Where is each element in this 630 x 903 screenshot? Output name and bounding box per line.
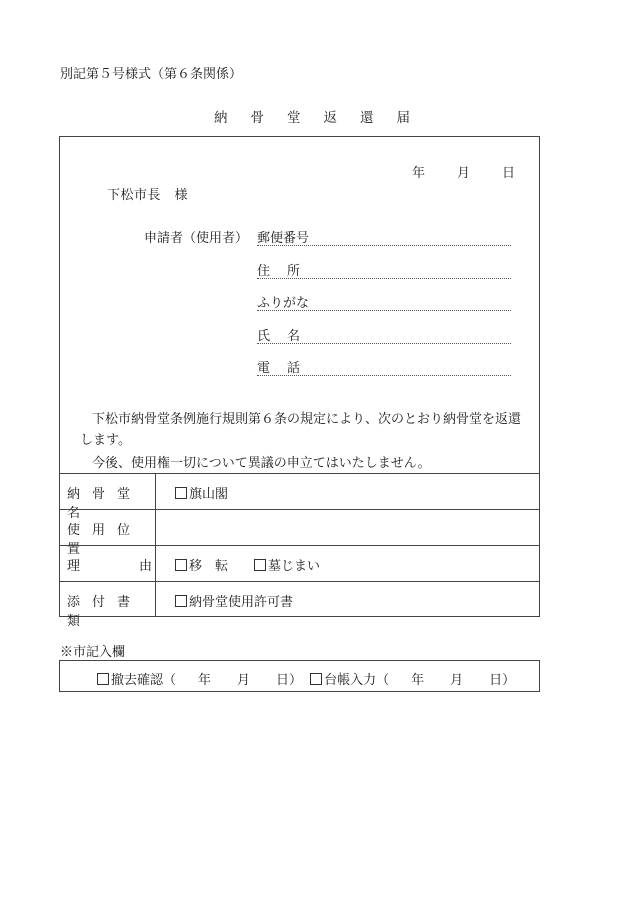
removal-year-label: 年	[198, 673, 212, 688]
checkbox-icon[interactable]	[97, 673, 109, 685]
table-row-reason	[60, 545, 539, 581]
applicant-label: 申請者（使用者）	[144, 231, 249, 246]
grave-closure-label: 墓じまい	[268, 559, 321, 574]
date-month-label: 月	[456, 166, 470, 181]
checkbox-icon[interactable]	[175, 595, 187, 607]
removal-confirm-label: 撤去確認（	[111, 673, 177, 688]
postal-code-label: 郵便番号	[257, 231, 310, 246]
register-month-label: 月	[450, 673, 464, 688]
date-day-label: 日	[501, 166, 515, 181]
relocation-label: 移 転	[189, 559, 229, 574]
reason-option-relocation[interactable]	[175, 559, 228, 574]
name-field[interactable]	[257, 325, 511, 344]
postal-code-field[interactable]	[257, 227, 511, 246]
reason-label-part-1: 理	[67, 559, 81, 574]
form-number: 別記第５号様式（第６条関係）	[60, 67, 243, 82]
row-label-cell	[60, 546, 156, 581]
nokotsudo-name-label: 納骨堂名	[67, 487, 143, 521]
furigana-label: ふりがな	[257, 296, 310, 311]
reason-label-part-2: 由	[139, 559, 153, 574]
row-label-cell	[60, 474, 156, 521]
attachment-value: 納骨堂使用許可書	[189, 595, 294, 610]
checkbox-icon[interactable]	[310, 673, 322, 685]
reason-options	[175, 555, 320, 574]
attachments-label: 添付書類	[67, 595, 143, 629]
nokotsudo-value: 旗山閣	[189, 487, 229, 502]
address-field[interactable]	[257, 260, 511, 279]
name-label: 氏名	[257, 329, 318, 344]
office-use-label: ※市記入欄	[60, 645, 126, 660]
office-use-content	[97, 669, 515, 688]
phone-field[interactable]	[257, 357, 511, 376]
date-line	[412, 162, 515, 181]
addressee: 下松市長 様	[107, 188, 189, 203]
form-title: 納骨堂返還届	[214, 110, 433, 126]
row-label-cell	[60, 510, 156, 557]
furigana-field[interactable]	[257, 292, 511, 311]
checkbox-icon[interactable]	[175, 487, 187, 499]
table-row-nokotsudo	[60, 473, 539, 521]
table-row-attachments	[60, 581, 539, 629]
form-frame	[59, 136, 540, 629]
attachment-option[interactable]	[175, 591, 293, 610]
register-input-label: 台帳入力（	[324, 673, 390, 688]
reason-option-grave-closure[interactable]	[254, 559, 320, 574]
register-year-label: 年	[411, 673, 425, 688]
phone-label: 電話	[257, 361, 318, 376]
checkbox-icon[interactable]	[254, 559, 266, 571]
address-label: 住所	[257, 264, 318, 279]
removal-day-label: 日）	[276, 673, 303, 688]
table-row-position	[60, 509, 539, 557]
checkbox-icon[interactable]	[175, 559, 187, 571]
date-year-label: 年	[411, 166, 425, 181]
usage-position-label: 使用位置	[67, 523, 143, 557]
nokotsudo-option[interactable]	[175, 483, 228, 502]
waiver-paragraph: 今後、使用権一切について異議の申立てはいたしません。	[92, 456, 431, 471]
statement-paragraph: 下松市納骨堂条例施行規則第６条の規定により、次のとおり納骨堂を返還します。	[80, 412, 522, 448]
removal-month-label: 月	[237, 673, 251, 688]
register-day-label: 日）	[489, 673, 516, 688]
row-label-cell	[60, 582, 156, 629]
office-use-box	[59, 660, 540, 692]
